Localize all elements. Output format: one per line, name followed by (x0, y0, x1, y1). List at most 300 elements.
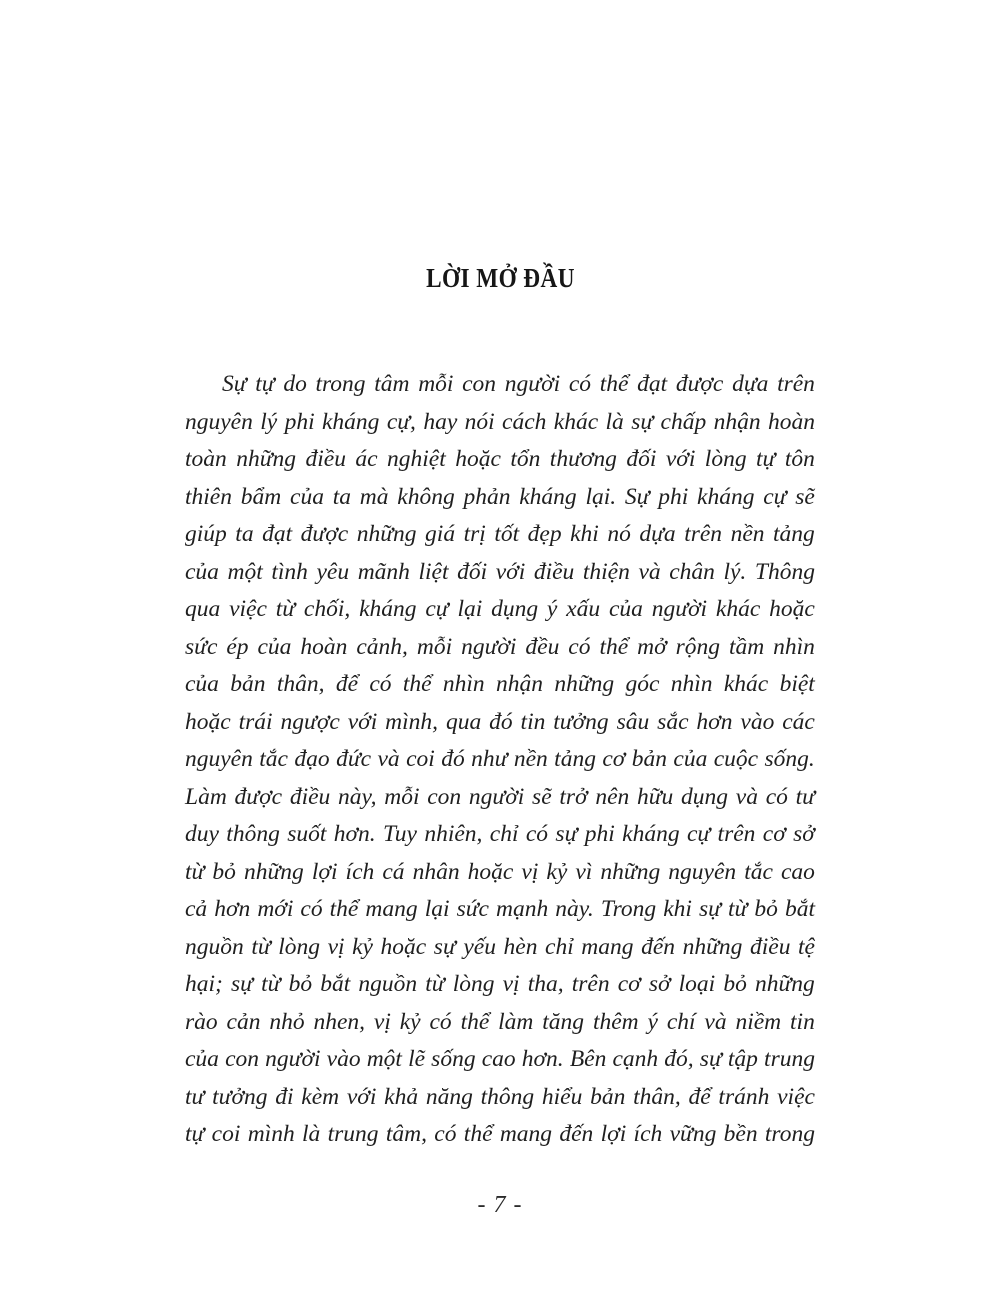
word: sự (230, 971, 253, 997)
word: trái (238, 708, 273, 735)
word: bẩm (240, 483, 282, 510)
word: là (302, 1121, 321, 1147)
word: ích (633, 1121, 663, 1147)
word: từ (185, 858, 205, 885)
word: hoặc (467, 858, 514, 885)
word: coi (211, 1121, 241, 1147)
word: tránh (718, 1083, 770, 1110)
word: và (704, 1008, 727, 1035)
word: giúp (185, 521, 227, 547)
word: chối, (303, 596, 351, 622)
word: tầm (728, 633, 765, 660)
word: những (554, 671, 615, 697)
word: có (434, 1121, 457, 1147)
word: tốt (494, 521, 520, 547)
word: mãnh (357, 558, 410, 585)
paragraph-line (185, 591, 815, 629)
word: tắc (259, 746, 288, 772)
paragraph-line (185, 704, 815, 742)
paragraph-line (185, 1116, 815, 1154)
word: ngược (280, 708, 340, 735)
word: làm (498, 1008, 534, 1035)
word: trở (559, 783, 588, 810)
word: không (397, 483, 455, 510)
word: thể (599, 633, 629, 660)
word: lòng (452, 971, 495, 997)
word: hơn (696, 708, 733, 735)
word: cự, (386, 408, 416, 435)
paragraph-line (185, 816, 815, 854)
paragraph-line (185, 366, 815, 404)
word: người (265, 1046, 321, 1072)
word: hoàn (300, 633, 348, 660)
word: những (682, 933, 743, 960)
word: tình (271, 558, 308, 585)
word: và (638, 558, 661, 585)
word: được (234, 783, 283, 810)
word: lại (424, 896, 450, 922)
word: hoàn (767, 408, 815, 435)
word: với (665, 446, 696, 472)
word: chấp (660, 408, 707, 435)
word: Bên (569, 1046, 607, 1072)
word: cả (185, 896, 208, 922)
word: tự (756, 446, 776, 472)
word: cơ (617, 971, 641, 997)
word: lòng (704, 446, 747, 472)
word: cơ (762, 821, 786, 847)
word: cơ (602, 746, 626, 772)
paragraph-line (185, 891, 815, 929)
paragraph-line (185, 441, 815, 479)
paragraph-line (185, 854, 815, 892)
word: giá (425, 521, 456, 547)
word: với (346, 1083, 377, 1110)
word: biệt (779, 671, 815, 697)
word: từ (251, 933, 271, 960)
word: những (600, 858, 661, 885)
word: người (651, 596, 708, 622)
word: hoặc (380, 933, 427, 960)
word: sức (456, 896, 489, 922)
word: hoặc (185, 708, 231, 735)
word: trong (315, 371, 366, 397)
word: của (185, 671, 219, 697)
word: sự (433, 933, 456, 960)
word: như (471, 746, 508, 772)
word: dụng (681, 783, 729, 810)
word: tha, (527, 971, 564, 997)
word: nói (464, 408, 495, 435)
word: những (754, 971, 815, 997)
word: đó (441, 746, 465, 772)
word: khả (384, 1083, 419, 1110)
word: Sự (222, 371, 247, 397)
paragraph-line (185, 1041, 815, 1079)
word: có (300, 896, 323, 922)
word: tin (520, 708, 546, 735)
word: mình, (385, 708, 439, 735)
word: sự (555, 821, 578, 847)
word: việc (229, 596, 267, 622)
word: ích (345, 858, 375, 885)
word: hại; (185, 971, 223, 997)
word: Làm (185, 783, 227, 810)
word: trên (684, 521, 723, 547)
word: của (608, 596, 643, 622)
paragraph-line (185, 929, 815, 967)
word: tâm (374, 371, 410, 397)
word: nhìn (773, 633, 815, 660)
word: mở (637, 633, 667, 660)
chapter-title-row (0, 262, 1000, 294)
word: nền (730, 521, 765, 547)
word: thông (226, 821, 280, 847)
word: thân, (633, 1083, 681, 1110)
word: từ (261, 971, 281, 997)
word: đó (489, 708, 513, 735)
word: tệ (798, 933, 815, 960)
word: để (688, 1083, 711, 1110)
word: thể (599, 371, 629, 397)
word: tôn (784, 446, 815, 472)
word: phi (584, 821, 615, 847)
paragraph-line (185, 741, 815, 779)
word: Sự (624, 483, 650, 510)
word: cự (763, 483, 787, 510)
word: hiểu (541, 1083, 583, 1110)
word: chỉ (545, 933, 574, 960)
word: tảng (554, 746, 596, 772)
word: nhìn (670, 671, 713, 697)
word: mang (365, 896, 418, 922)
word: sở (793, 821, 815, 847)
word: và (377, 746, 400, 772)
word: kháng (697, 483, 755, 510)
word: do (283, 371, 307, 397)
word: trong (764, 1121, 815, 1147)
word: hữu (636, 783, 674, 810)
word: toàn (185, 446, 227, 472)
word: góc (625, 671, 660, 697)
word: thiên (185, 483, 232, 510)
word: sâu (616, 708, 650, 735)
word: vị (521, 858, 539, 885)
word: phi (284, 408, 315, 435)
word: thương (549, 446, 617, 472)
word: nhen, (313, 1008, 366, 1035)
word: hèn (503, 933, 538, 960)
word: qua (445, 708, 482, 735)
word: bỏ (754, 896, 778, 922)
word: hơn. (333, 821, 376, 847)
word: kỷ (352, 933, 373, 960)
word: vị (373, 1008, 391, 1035)
word: ta (235, 521, 254, 547)
word: nguồn (185, 933, 244, 960)
word: của (257, 633, 292, 660)
word: coi (406, 746, 435, 772)
word: là (605, 408, 624, 435)
word: điều (305, 446, 346, 472)
word: thân, (276, 671, 325, 697)
word: qua (185, 596, 221, 622)
word: phi (658, 483, 689, 510)
word: tổn (510, 446, 541, 472)
word: tư (795, 783, 815, 810)
word: bền (723, 1121, 758, 1147)
word: tập (727, 1046, 758, 1072)
chapter-title: LỜI MỞ ĐẦU (425, 263, 575, 293)
word: một (366, 1046, 402, 1072)
word: yếu (463, 933, 496, 960)
word: bản (230, 671, 266, 697)
word: trên (717, 821, 756, 847)
word: kèm (301, 1083, 340, 1110)
word: đạo (294, 746, 330, 772)
word: chỉ (489, 821, 519, 847)
word: và (735, 783, 758, 810)
word: điều (289, 783, 331, 810)
word: Tuy (383, 821, 417, 847)
word: lợi (600, 1121, 627, 1147)
word: khác (715, 596, 761, 622)
word: mang (581, 933, 634, 960)
word: đạt (637, 371, 668, 397)
word: với (347, 708, 378, 735)
word: người (504, 371, 561, 397)
word: những (243, 858, 304, 885)
paragraph-line (185, 666, 815, 704)
word: vị (502, 971, 520, 997)
word: con (462, 371, 497, 397)
word: bản (631, 746, 667, 772)
word: lý. (723, 558, 747, 585)
word: khác (723, 671, 769, 697)
word: lòng (278, 933, 321, 960)
word: chân (669, 558, 715, 585)
word: lại. (585, 483, 617, 510)
word: trên (777, 371, 815, 397)
word: bắt (320, 971, 351, 997)
word: mang (499, 1121, 553, 1147)
word: trung (327, 1121, 379, 1147)
word: tự (185, 1121, 205, 1147)
word: bỏ (723, 971, 747, 997)
word: có (568, 633, 591, 660)
word: tin (790, 1008, 815, 1035)
word: xấu (566, 596, 601, 622)
word: với (495, 558, 526, 585)
word: sẽ (532, 783, 552, 810)
word: đạt (262, 521, 293, 547)
word: kỷ (546, 858, 568, 885)
word: đến (559, 1121, 594, 1147)
word: việc (777, 1083, 815, 1110)
word: nghiệt (387, 446, 446, 472)
word: cảnh, (356, 633, 408, 660)
word: đều (525, 633, 560, 660)
word: từ (727, 896, 748, 922)
word: những (236, 446, 297, 472)
word: lý (260, 408, 278, 435)
paragraph-line (185, 629, 815, 667)
paragraph-line (185, 779, 815, 817)
word: lẽ (408, 1046, 426, 1072)
word: có (429, 1008, 452, 1035)
word: đối (457, 558, 488, 585)
word: ý (546, 596, 558, 622)
paragraph-line (185, 554, 815, 592)
word: này, (338, 783, 377, 810)
word: nhận (496, 671, 544, 697)
word: trị (463, 521, 486, 547)
word: tưởng (553, 708, 609, 735)
word: tự (255, 371, 275, 397)
word: vị (327, 933, 345, 960)
word: mỗi (416, 633, 453, 660)
word: trung (764, 1046, 815, 1072)
word: sự (698, 896, 721, 922)
word: có (525, 821, 549, 847)
word: nhận (713, 408, 761, 435)
word: liệt (418, 558, 449, 585)
word: cao (481, 1046, 516, 1072)
word: con (225, 1046, 259, 1072)
word: kháng (322, 408, 380, 435)
word: niềm (735, 1008, 782, 1035)
word: mình (247, 1121, 295, 1147)
word: khi (570, 521, 599, 547)
word: vì (575, 858, 593, 885)
word: năng (425, 1083, 473, 1110)
word: nguồn (358, 971, 418, 997)
word: con (427, 783, 462, 810)
word: điều (533, 558, 575, 585)
word: kháng (622, 821, 680, 847)
word: kháng (359, 596, 417, 622)
word: trên (571, 971, 610, 997)
word: rào (185, 1008, 218, 1035)
word: loại (678, 971, 716, 997)
page-number: - 7 - (477, 1192, 523, 1218)
word: này. (555, 896, 594, 922)
word: đến (641, 933, 676, 960)
word: thể (463, 1121, 493, 1147)
word: có (369, 671, 392, 697)
word: để (335, 671, 359, 697)
word: cao (781, 858, 815, 885)
word: cự (425, 596, 449, 622)
word: cách (502, 408, 547, 435)
word: lại (457, 596, 483, 622)
word: hay (423, 408, 458, 435)
word: đó, (664, 1046, 694, 1072)
word: thể (460, 1008, 490, 1035)
paragraph-line (185, 516, 815, 554)
word: mạnh (496, 896, 549, 922)
word: vào (740, 708, 775, 735)
word: tăng (542, 1008, 585, 1035)
word: bỏ (288, 971, 313, 997)
word: nó (607, 521, 631, 547)
word: lợi (311, 858, 338, 885)
word: đối (626, 446, 657, 472)
word: tưởng (212, 1083, 268, 1110)
word: rộng (675, 633, 720, 660)
word: có (765, 783, 788, 810)
word: từ (275, 596, 296, 622)
word: mỗi (418, 371, 454, 397)
word: người (468, 783, 525, 810)
word: mà (359, 483, 389, 510)
word: vào (326, 1046, 361, 1072)
word: nhìn (442, 671, 485, 697)
word: cạnh (612, 1046, 659, 1072)
word: thiện (582, 558, 630, 585)
word: ý (647, 1008, 658, 1035)
word: những (356, 521, 417, 547)
word: dụng (491, 596, 539, 622)
word: sống. (764, 746, 815, 772)
word: hơn. (521, 1046, 564, 1072)
word: kháng (519, 483, 577, 510)
word: cự (686, 821, 711, 847)
word: nhân (412, 858, 460, 885)
word: sở (648, 971, 671, 997)
word: hoặc (769, 596, 815, 622)
word: tư (185, 1083, 205, 1110)
word: thông (480, 1083, 535, 1110)
word: điều (749, 933, 791, 960)
word: sự (699, 1046, 722, 1072)
word: thể (329, 896, 359, 922)
paragraph-line (185, 479, 815, 517)
word: đi (275, 1083, 294, 1110)
word: người (461, 633, 517, 660)
word: nguyên (668, 858, 737, 885)
word: bắt (784, 896, 815, 922)
word: từ (425, 971, 445, 997)
word: hoặc (455, 446, 501, 472)
word: bản (590, 1083, 626, 1110)
word: của (290, 483, 324, 510)
word: Trong (600, 896, 657, 922)
word: suốt (287, 821, 327, 847)
word: khác (553, 408, 599, 435)
word: sự (631, 408, 654, 435)
word: cá (382, 858, 405, 885)
word: nguyên (185, 746, 253, 772)
word: khi (663, 896, 692, 922)
word: phản (463, 483, 511, 510)
word: của (185, 1046, 219, 1072)
word: tảng (773, 521, 815, 547)
word: Thông (754, 558, 815, 585)
word: sắc (657, 708, 689, 735)
body-paragraph (185, 366, 815, 1154)
word: kỷ (399, 1008, 421, 1035)
word: nhỏ (269, 1008, 305, 1035)
paragraph-line (185, 1004, 815, 1042)
word: dựa (639, 521, 676, 547)
word: của (673, 746, 708, 772)
word: cuộc (713, 746, 759, 772)
word: của (185, 558, 219, 585)
word: yêu (316, 558, 350, 585)
word: nguyên (185, 408, 253, 435)
word: có (568, 371, 592, 397)
